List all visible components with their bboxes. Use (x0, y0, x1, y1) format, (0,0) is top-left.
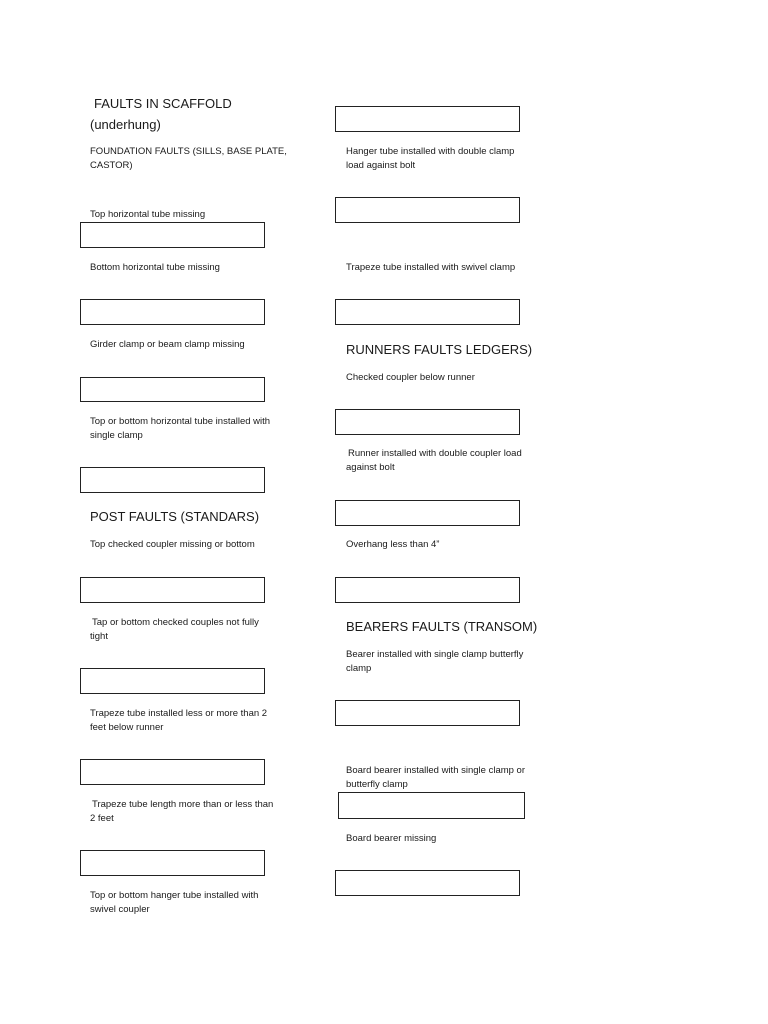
checked-coupler-missing-field[interactable] (80, 577, 265, 603)
hanger-double-clamp-label-cont: load against bolt (346, 160, 416, 171)
board-bearer-missing-label: Board bearer missing (346, 833, 437, 844)
foundation-faults-label-cont: CASTOR) (90, 160, 133, 171)
runners-faults-heading: RUNNERS FAULTS LEDGERS) (346, 342, 533, 357)
top-horizontal-missing-label: Top horizontal tube missing (90, 209, 206, 220)
checked-coupler-below-label: Checked coupler below runner (346, 372, 475, 383)
board-bearer-single-clamp-label-cont: butterfly clamp (346, 779, 408, 790)
board-bearer-missing-field[interactable] (335, 870, 520, 896)
single-clamp-label-cont: single clamp (90, 430, 143, 441)
not-tight-label-cont: tight (90, 631, 108, 642)
girder-clamp-missing-label: Girder clamp or beam clamp missing (90, 339, 245, 350)
single-clamp-label: Top or bottom horizontal tube installed with (90, 416, 271, 427)
hanger-swivel-label-cont: swivel coupler (90, 904, 150, 915)
post-faults-heading: POST FAULTS (STANDARS) (90, 509, 260, 524)
bottom-horizontal-missing-label: Bottom horizontal tube missing (90, 262, 220, 273)
checked-coupler-missing-label: Top checked coupler missing or bottom (90, 539, 255, 550)
bearer-single-clamp-label: Bearer installed with single clamp butterfly (346, 649, 524, 660)
trapeze-below-runner-field[interactable] (80, 759, 265, 785)
board-bearer-single-clamp-field[interactable] (338, 792, 525, 819)
trapeze-length-field[interactable] (80, 850, 265, 876)
girder-clamp-missing-field[interactable] (80, 377, 265, 402)
trapeze-swivel-label: Trapeze tube installed with swivel clamp (346, 262, 516, 273)
page-subtitle: (underhung) (90, 117, 161, 132)
board-bearer-single-clamp-label: Board bearer installed with single clamp or (346, 765, 526, 776)
hanger-double-clamp-field[interactable] (335, 106, 520, 132)
not-tight-field[interactable] (80, 668, 265, 694)
trapeze-length-label: Trapeze tube length more than or less than (92, 799, 274, 810)
runner-double-coupler-field[interactable] (335, 500, 520, 526)
hanger-swivel-label: Top or bottom hanger tube installed with (90, 890, 259, 901)
overhang-label: Overhang less than 4” (346, 539, 440, 550)
overhang-field[interactable] (335, 577, 520, 603)
bottom-horizontal-missing-field[interactable] (80, 299, 265, 325)
bearers-faults-heading: BEARERS FAULTS (TRANSOM) (346, 619, 538, 634)
runners-top-field[interactable] (335, 299, 520, 325)
bearer-single-clamp-label-cont: clamp (346, 663, 372, 674)
foundation-faults-label: FOUNDATION FAULTS (SILLS, BASE PLATE, (90, 146, 287, 157)
trapeze-length-label-cont: 2 feet (90, 813, 114, 824)
checked-coupler-below-field[interactable] (335, 409, 520, 435)
top-horizontal-missing-field[interactable] (80, 222, 265, 248)
runner-double-coupler-label-cont: against bolt (346, 462, 395, 473)
trapeze-swivel-field[interactable] (335, 197, 520, 223)
runner-double-coupler-label: Runner installed with double coupler load (348, 448, 522, 459)
page-title: FAULTS IN SCAFFOLD (94, 96, 232, 111)
not-tight-label: Tap or bottom checked couples not fully (92, 617, 259, 628)
trapeze-below-runner-label-cont: feet below runner (90, 722, 164, 733)
single-clamp-field[interactable] (80, 467, 265, 493)
bearer-single-clamp-field[interactable] (335, 700, 520, 726)
hanger-double-clamp-label: Hanger tube installed with double clamp (346, 146, 515, 157)
trapeze-below-runner-label: Trapeze tube installed less or more than 2 (90, 708, 268, 719)
